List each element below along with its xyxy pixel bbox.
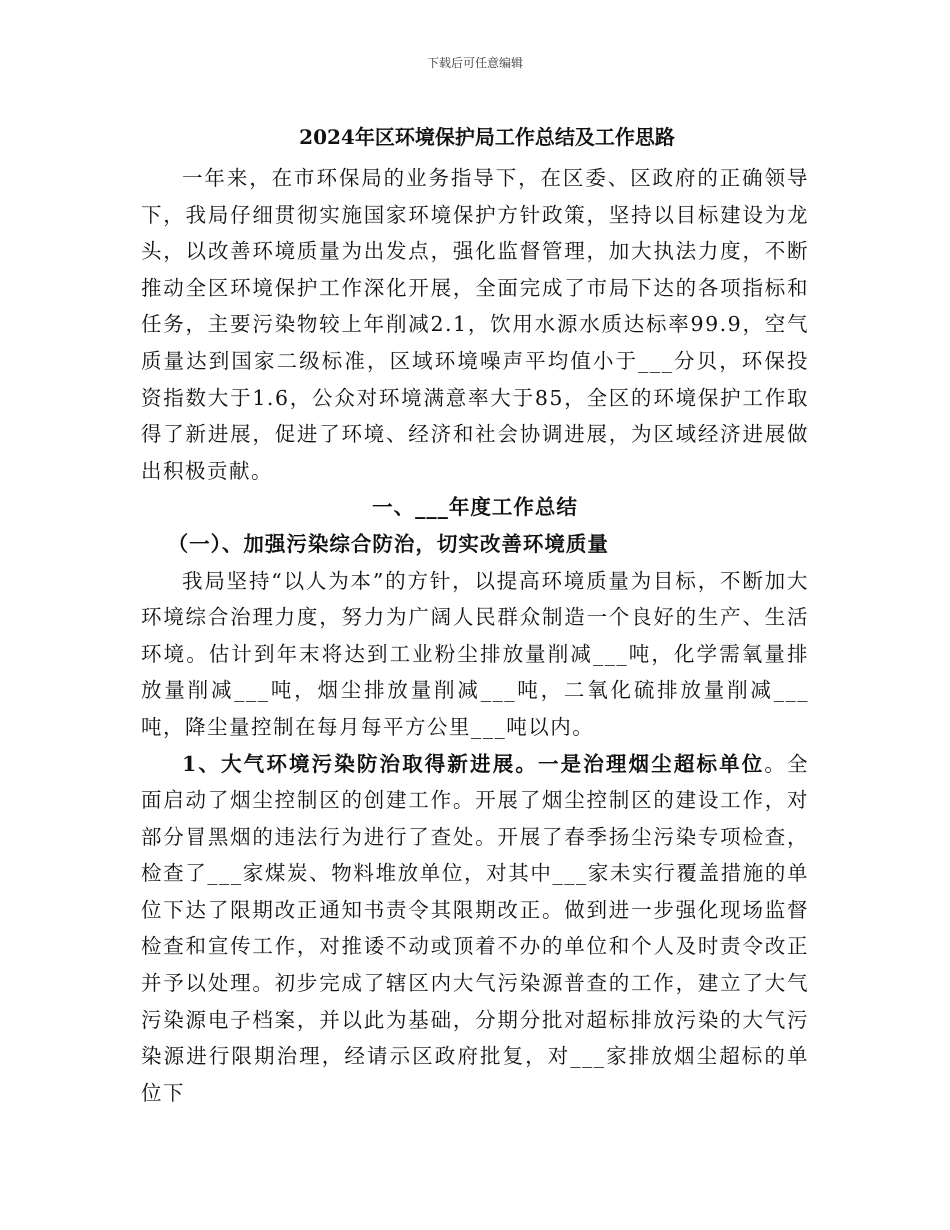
subsection-paragraph: 我局坚持“以人为本”的方针，以提高环境质量为目标，不断加大环境综合治理力度，努力为广阔人民群众制造一个良好的生产、生活环境。估计到年末将达到工业粉尘排放量削减___吨，化学需氧量排放量削减___吨，烟尘排放量削减___吨，二氧化硫排放量削减___吨，降尘量控制在每月每平方公里___吨以内。 [141,568,809,739]
document-title: 2024年区环境保护局工作总结及工作思路 [299,125,675,149]
section-heading: 一、___年度工作总结 [372,495,578,520]
document-body [141,122,809,1111]
item-paragraph [141,746,809,1112]
subsection-heading: （一）、加强污染综合防治，切实改善环境质量 [167,531,609,556]
item-sublead: 一是治理烟尘超标单位 [537,751,765,776]
intro-paragraph: 一年来，在市环保局的业务指导下，在区委、区政府的正确领导下，我局仔细贯彻实施国家环境保护方针政策，坚持以目标建设为龙头，以改善环境质量为出发点，强化监督管理，加大执法力度，不断推动全区环境保护工作深化开展，全面完成了市局下达的各项指标和任务，主要污染物较上年削减2.1，饮用水源水质达标率99.9，空气质量达到国家二级标准，区域环境噪声平均值小于___分贝，环保投资指数大于1.6，公众对环境满意率大于85，全区的环境保护工作取得了新进展，促进了环境、经济和社会协调进展，为区域经济进展做出积极贡献。 [141,166,809,483]
page-header: 下载后可任意编辑 [426,56,523,70]
item-lead: 1、大气环境污染防治取得新进展。 [182,751,538,776]
item-body: 。全面启动了烟尘控制区的创建工作。开展了烟尘控制区的建设工作，对部分冒黑烟的违法行为进行了查处。开展了春季扬尘污染专项检查，检查了___家煤炭、物料堆放单位，对其中___家未实行覆盖措施的单位下达了限期改正通知书责令其限期改正。做到进一步强化现场监督检查和宣传工作，对推诿不动或顶着不办的单位和个人及时责令改正并予以处理。初步完成了辖区内大气污染源普查的工作，建立了大气污染源电子档案，并以此为基础，分期分批对超标排放污染的大气污染源进行限期治理，经请示区政府批复，对___家排放烟尘超标的单位下 [141,751,810,1105]
